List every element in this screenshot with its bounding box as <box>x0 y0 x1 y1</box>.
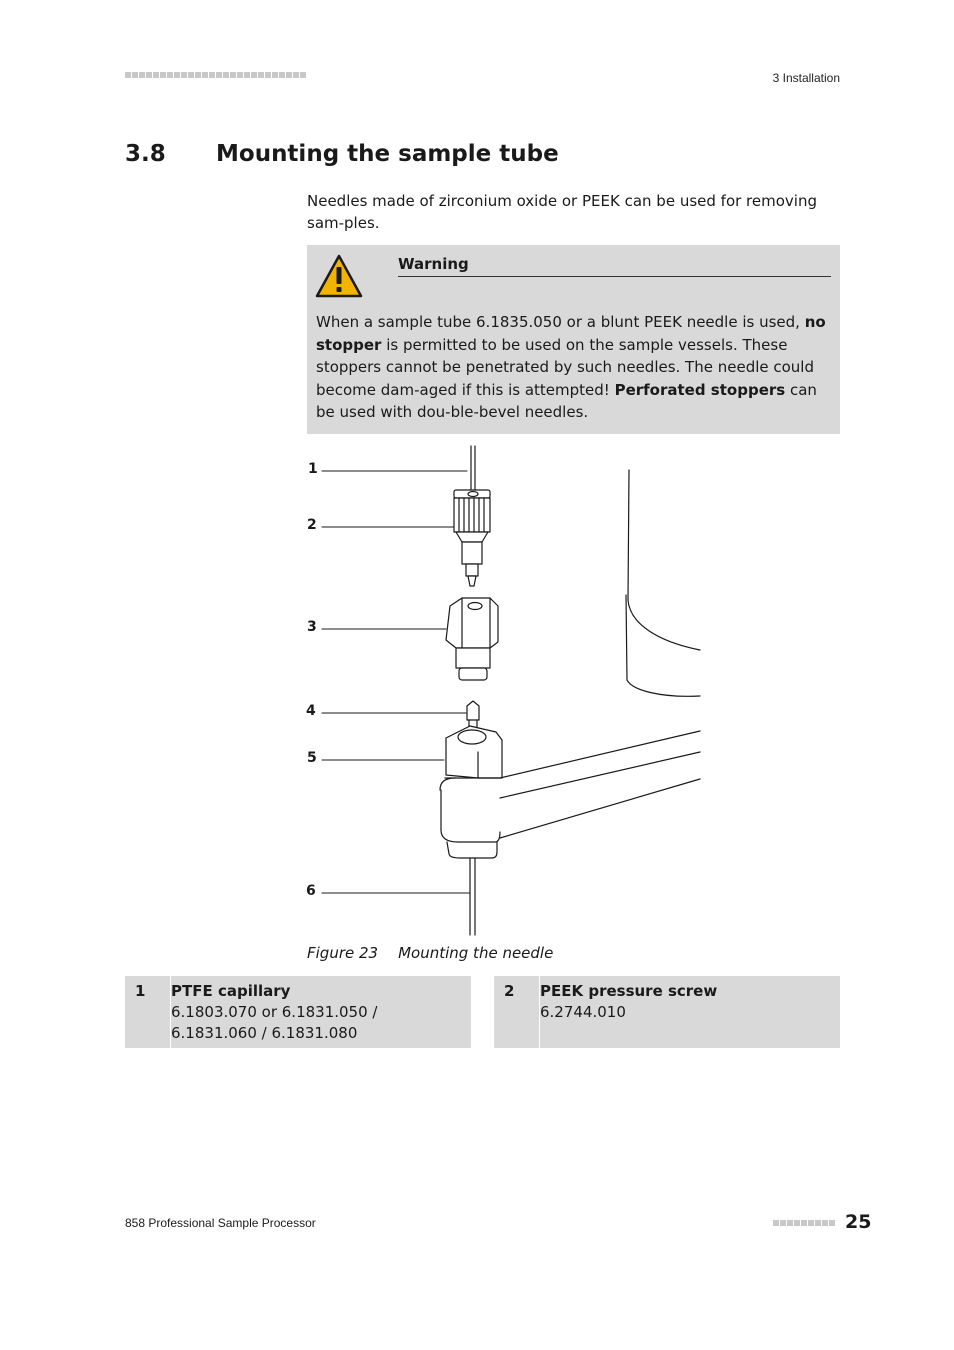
footer-decoration <box>773 1220 835 1226</box>
warning-text-emphasis: Perforated stoppers <box>614 380 786 399</box>
legend-item <box>494 976 840 1048</box>
warning-box <box>307 245 840 434</box>
callout-number: 1 <box>308 461 318 477</box>
callout-number: 5 <box>307 750 317 766</box>
header-decoration <box>125 72 306 78</box>
running-header-chapter: 3 Installation <box>772 71 840 85</box>
needle-mounting-figure <box>300 440 710 945</box>
warning-text-part: can be used with dou-ble-bevel needles. <box>316 380 817 421</box>
callout-leader-lines <box>322 471 470 893</box>
needle-holder-arm <box>440 726 700 858</box>
section-title: Mounting the sample tube <box>216 141 559 167</box>
warning-text-emphasis: no stopper <box>316 313 826 354</box>
legend-number: 2 <box>504 982 515 1000</box>
legend-number-cell <box>494 976 540 1048</box>
warning-title: Warning <box>398 255 831 277</box>
page-number: 25 <box>845 1211 872 1233</box>
peek-pressure-screw <box>454 490 490 586</box>
intro-paragraph: Needles made of zirconium oxide or PEEK can be used for removing sam-ples. <box>307 192 817 232</box>
callout-number: 3 <box>307 619 317 635</box>
legend-number-cell <box>125 976 171 1048</box>
adapter-nut <box>446 598 498 680</box>
callout-number: 2 <box>307 517 317 533</box>
warning-text-part: is permitted to be used on the sample vessels. These stoppers cannot be penetrated by such needles. The needle could become dam-aged if this is attempted! <box>316 335 814 399</box>
legend-part-number: 6.2744.010 <box>540 1003 626 1021</box>
warning-text-part: When a sample tube 6.1835.050 or a blunt PEEK needle is used, <box>316 313 805 331</box>
ptfe-capillary <box>471 446 475 492</box>
legend-number: 1 <box>135 982 146 1000</box>
capillary-outlet <box>470 858 475 935</box>
legend-name: PEEK pressure screw <box>540 982 718 1000</box>
warning-triangle-icon <box>315 254 363 298</box>
section-number: 3.8 <box>125 141 166 167</box>
warning-text <box>316 311 831 424</box>
needle-mounting-drawing <box>300 440 710 945</box>
footer-product-name: 858 Professional Sample Processor <box>125 1216 316 1230</box>
figure-caption-label: Figure 23 <box>307 944 379 962</box>
needle-tip <box>467 701 479 730</box>
sample-processor-body <box>626 470 700 696</box>
legend-item <box>125 976 471 1048</box>
figure-caption-text: Mounting the needle <box>398 944 554 962</box>
legend-part-number: 6.1803.070 or 6.1831.050 / 6.1831.060 / 6.1831.080 <box>171 1003 378 1042</box>
legend-name: PTFE capillary <box>171 982 291 1000</box>
callout-number: 4 <box>306 703 316 719</box>
figure-caption <box>307 944 553 962</box>
callout-number: 6 <box>306 883 316 899</box>
